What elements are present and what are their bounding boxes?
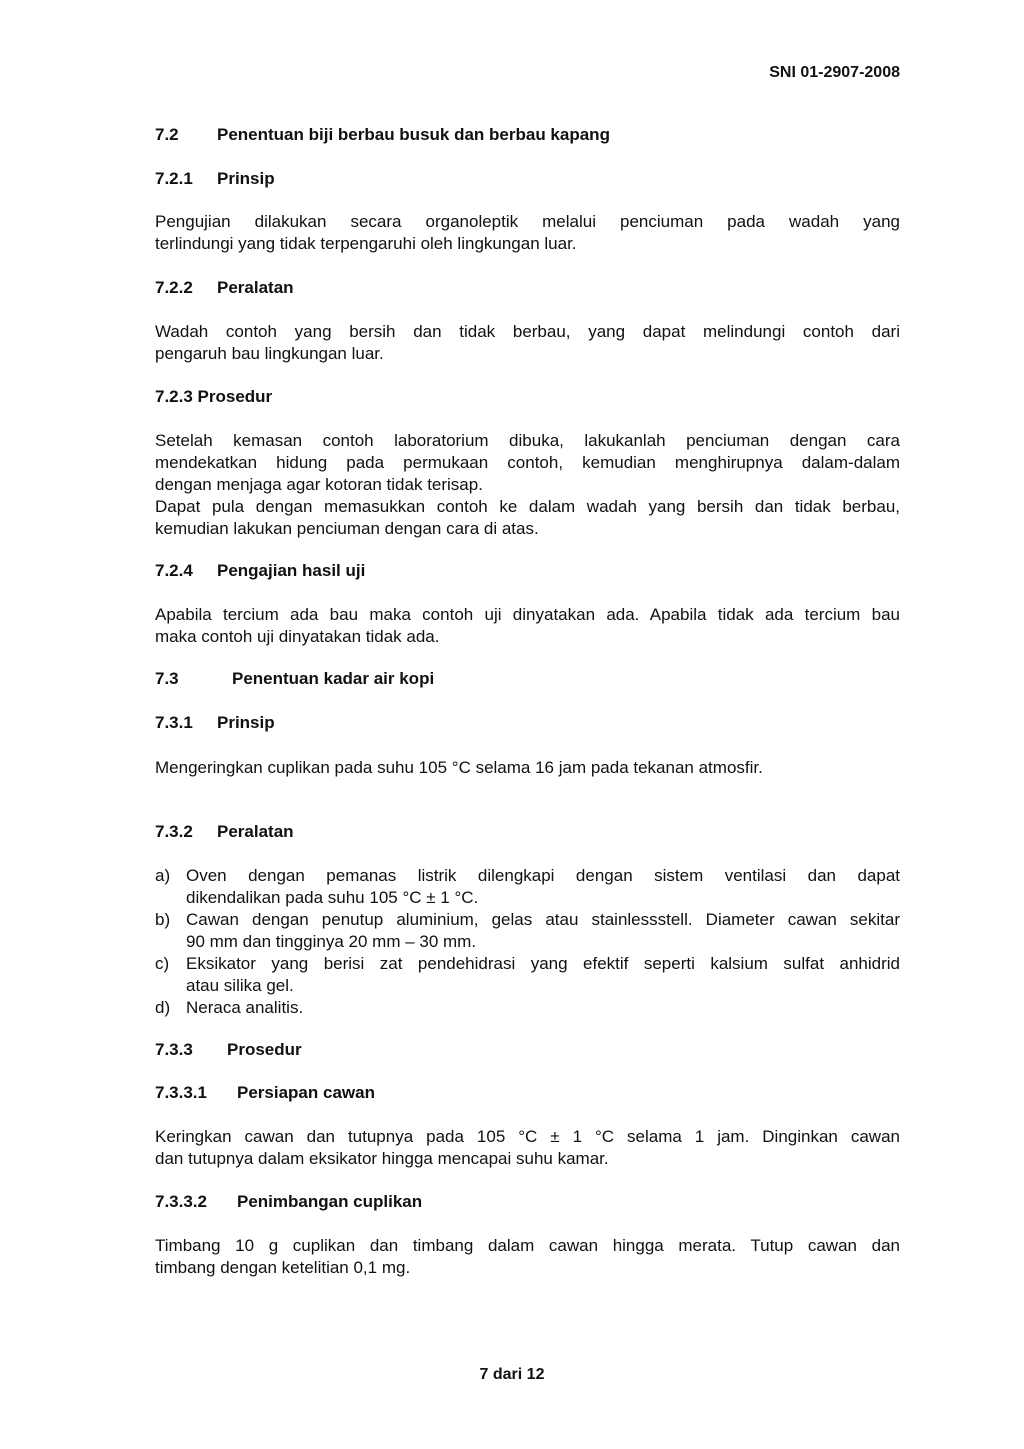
paragraph-7-2-2 bbox=[155, 321, 900, 365]
section-number: 7.3.1 bbox=[155, 713, 193, 732]
list-line: dikendalikan pada suhu 105 °C ± 1 °C. bbox=[186, 888, 479, 907]
section-heading-7-2-3 bbox=[155, 387, 272, 407]
section-heading-7-3-1 bbox=[155, 713, 275, 733]
list-marker: b) bbox=[155, 910, 171, 929]
section-heading-7-3-2 bbox=[155, 822, 294, 842]
list-line: 90 mm dan tingginya 20 mm – 30 mm. bbox=[186, 932, 477, 951]
list-item-c bbox=[155, 953, 900, 997]
section-heading-7-3-3 bbox=[155, 1040, 302, 1060]
section-number: 7.3.2 bbox=[155, 822, 193, 841]
paragraph-7-2-4 bbox=[155, 604, 900, 648]
list-item-a bbox=[155, 865, 900, 909]
section-title: Persiapan cawan bbox=[237, 1083, 375, 1102]
paragraph-line: Wadah contoh yang bersih dan tidak berbau, yang dapat melindungi contoh dari bbox=[155, 322, 900, 341]
section-number: 7.3.3 bbox=[155, 1040, 193, 1059]
list-line: atau silika gel. bbox=[186, 976, 294, 995]
list-marker: c) bbox=[155, 954, 170, 973]
list-line: Eksikator yang berisi zat pendehidrasi yang efektif seperti kalsium sulfat anhidrid bbox=[186, 954, 900, 973]
paragraph-line: mendekatkan hidung pada permukaan contoh, kemudian menghirupnya dalam-dalam bbox=[155, 453, 900, 472]
list-line: Oven dengan pemanas listrik dilengkapi dengan sistem ventilasi dan dapat bbox=[186, 866, 900, 885]
section-number: 7.2.2 bbox=[155, 278, 193, 297]
section-number: 7.2.4 bbox=[155, 561, 193, 580]
paragraph-line: Keringkan cawan dan tutupnya pada 105 °C ± 1 °C selama 1 jam. Dinginkan cawan bbox=[155, 1127, 900, 1146]
section-title: Penentuan biji berbau busuk dan berbau kapang bbox=[217, 125, 610, 144]
paragraph-7-3-3-2 bbox=[155, 1235, 900, 1279]
section-title: Pengajian hasil uji bbox=[217, 561, 366, 580]
paragraph-7-2-3 bbox=[155, 430, 900, 540]
paragraph-line: maka contoh uji dinyatakan tidak ada. bbox=[155, 627, 440, 646]
paragraph-line: Apabila tercium ada bau maka contoh uji dinyatakan ada. Apabila tidak ada tercium bau bbox=[155, 605, 900, 624]
section-title: Penentuan kadar air kopi bbox=[232, 669, 435, 688]
section-heading-7-3-3-1 bbox=[155, 1083, 375, 1103]
page-number: 7 dari 12 bbox=[479, 1366, 545, 1383]
section-title: Prosedur bbox=[227, 1040, 302, 1059]
section-title: Penimbangan cuplikan bbox=[237, 1192, 423, 1211]
paragraph-line: Mengeringkan cuplikan pada suhu 105 °C selama 16 jam pada tekanan atmosfir. bbox=[155, 758, 763, 777]
section-number: 7.3.3.1 bbox=[155, 1083, 207, 1102]
list-line: Neraca analitis. bbox=[186, 998, 304, 1017]
section-heading-7-3 bbox=[155, 669, 434, 689]
section-number: 7.2.1 bbox=[155, 169, 193, 188]
list-marker: d) bbox=[155, 998, 171, 1017]
paragraph-7-3-1 bbox=[155, 757, 900, 779]
section-number: 7.3.3.2 bbox=[155, 1192, 207, 1211]
section-heading-7-2 bbox=[155, 125, 610, 145]
section-heading-7-3-3-2 bbox=[155, 1192, 422, 1212]
section-title: Peralatan bbox=[217, 822, 294, 841]
paragraph-line: terlindungi yang tidak terpengaruhi oleh lingkungan luar. bbox=[155, 234, 577, 253]
list-item-d bbox=[155, 997, 900, 1019]
paragraph-7-3-3-1 bbox=[155, 1126, 900, 1170]
list-line: Cawan dengan penutup aluminium, gelas atau stainlessstell. Diameter cawan sekitar bbox=[186, 910, 900, 929]
list-item-b bbox=[155, 909, 900, 953]
list-marker: a) bbox=[155, 866, 171, 885]
paragraph-line: dengan menjaga agar kotoran tidak terisap. bbox=[155, 475, 483, 494]
paragraph-line: pengaruh bau lingkungan luar. bbox=[155, 344, 384, 363]
paragraph-line: timbang dengan ketelitian 0,1 mg. bbox=[155, 1258, 411, 1277]
document-code: SNI 01-2907-2008 bbox=[769, 64, 900, 81]
paragraph-line: Pengujian dilakukan secara organoleptik melalui penciuman pada wadah yang bbox=[155, 212, 900, 231]
paragraph-line: dan tutupnya dalam eksikator hingga mencapai suhu kamar. bbox=[155, 1149, 609, 1168]
paragraph-line: kemudian lakukan penciuman dengan cara di atas. bbox=[155, 519, 539, 538]
section-heading-7-2-2 bbox=[155, 278, 294, 298]
paragraph-line: Timbang 10 g cuplikan dan timbang dalam cawan hingga merata. Tutup cawan dan bbox=[155, 1236, 900, 1255]
section-title: Prinsip bbox=[217, 713, 275, 732]
section-title: Prinsip bbox=[217, 169, 275, 188]
paragraph-7-2-1 bbox=[155, 211, 900, 255]
paragraph-line: Dapat pula dengan memasukkan contoh ke dalam wadah yang bersih dan tidak berbau, bbox=[155, 497, 900, 516]
section-number: 7.2 bbox=[155, 125, 179, 144]
section-number: 7.3 bbox=[155, 669, 179, 688]
section-title: Peralatan bbox=[217, 278, 294, 297]
section-title: 7.2.3 Prosedur bbox=[155, 387, 273, 406]
section-heading-7-2-1 bbox=[155, 169, 275, 189]
section-heading-7-2-4 bbox=[155, 561, 365, 581]
paragraph-line: Setelah kemasan contoh laboratorium dibuka, lakukanlah penciuman dengan cara bbox=[155, 431, 900, 450]
